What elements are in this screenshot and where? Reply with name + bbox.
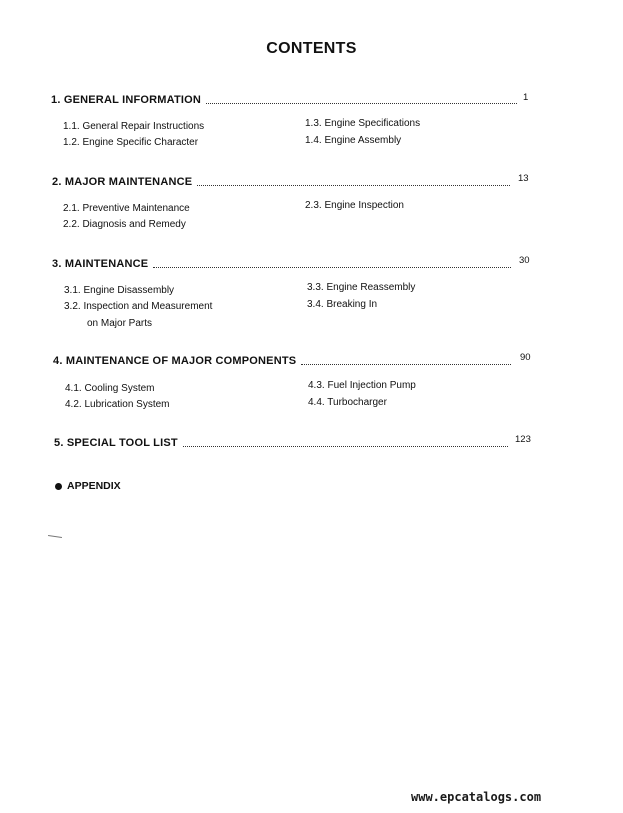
section-label: 4. MAINTENANCE OF MAJOR COMPONENTS bbox=[53, 355, 297, 367]
subsection-1-2[interactable]: 1.2. Engine Specific Character bbox=[63, 137, 199, 148]
subsection-2-2[interactable]: 2.2. Diagnosis and Remedy bbox=[63, 219, 186, 230]
subsection-4-4[interactable]: 4.4. Turbocharger bbox=[308, 397, 387, 408]
bullet-icon bbox=[55, 483, 62, 490]
section-label: 2. MAJOR MAINTENANCE bbox=[52, 176, 193, 188]
section-1-heading[interactable] bbox=[51, 94, 521, 106]
section-label: 5. SPECIAL TOOL LIST bbox=[54, 437, 178, 449]
subsection-3-2[interactable]: 3.2. Inspection and Measurement bbox=[64, 301, 213, 312]
dot-leader bbox=[301, 364, 511, 365]
section-2-heading[interactable] bbox=[52, 176, 514, 188]
section-3-heading[interactable] bbox=[52, 258, 515, 270]
subsection-3-2-continued: on Major Parts bbox=[87, 318, 153, 329]
section-4-heading[interactable] bbox=[53, 355, 515, 367]
dot-leader bbox=[153, 267, 511, 268]
section-label: 1. GENERAL INFORMATION bbox=[51, 94, 202, 106]
section-label: 3. MAINTENANCE bbox=[52, 258, 149, 270]
subsection-4-1[interactable]: 4.1. Cooling System bbox=[65, 383, 155, 394]
subsection-1-4[interactable]: 1.4. Engine Assembly bbox=[305, 135, 402, 146]
section-1-page-number: 1 bbox=[523, 92, 529, 103]
section-5-heading[interactable] bbox=[54, 437, 512, 449]
subsection-4-2[interactable]: 4.2. Lubrication System bbox=[65, 399, 170, 410]
subsection-3-3[interactable]: 3.3. Engine Reassembly bbox=[307, 282, 416, 293]
subsection-1-3[interactable]: 1.3. Engine Specifications bbox=[305, 118, 421, 129]
section-2-page-number: 13 bbox=[518, 173, 529, 184]
appendix-label: APPENDIX bbox=[67, 480, 121, 492]
subsection-3-1[interactable]: 3.1. Engine Disassembly bbox=[64, 285, 175, 296]
subsection-2-3[interactable]: 2.3. Engine Inspection bbox=[305, 200, 404, 211]
subsection-1-1[interactable]: 1.1. General Repair Instructions bbox=[63, 121, 205, 132]
dot-leader bbox=[206, 103, 517, 104]
subsection-2-1[interactable]: 2.1. Preventive Maintenance bbox=[63, 203, 190, 214]
dot-leader bbox=[197, 185, 510, 186]
watermark-url[interactable]: www.epcatalogs.com bbox=[411, 790, 542, 804]
subsection-3-4[interactable]: 3.4. Breaking In bbox=[307, 299, 378, 310]
appendix-entry[interactable] bbox=[55, 480, 121, 492]
section-4-page-number: 90 bbox=[520, 352, 531, 363]
scan-mark bbox=[48, 535, 62, 538]
section-5-page-number: 123 bbox=[515, 434, 531, 445]
dot-leader bbox=[183, 446, 508, 447]
section-3-page-number: 30 bbox=[519, 255, 530, 266]
subsection-4-3[interactable]: 4.3. Fuel Injection Pump bbox=[308, 380, 416, 391]
page-title: CONTENTS bbox=[266, 40, 357, 57]
